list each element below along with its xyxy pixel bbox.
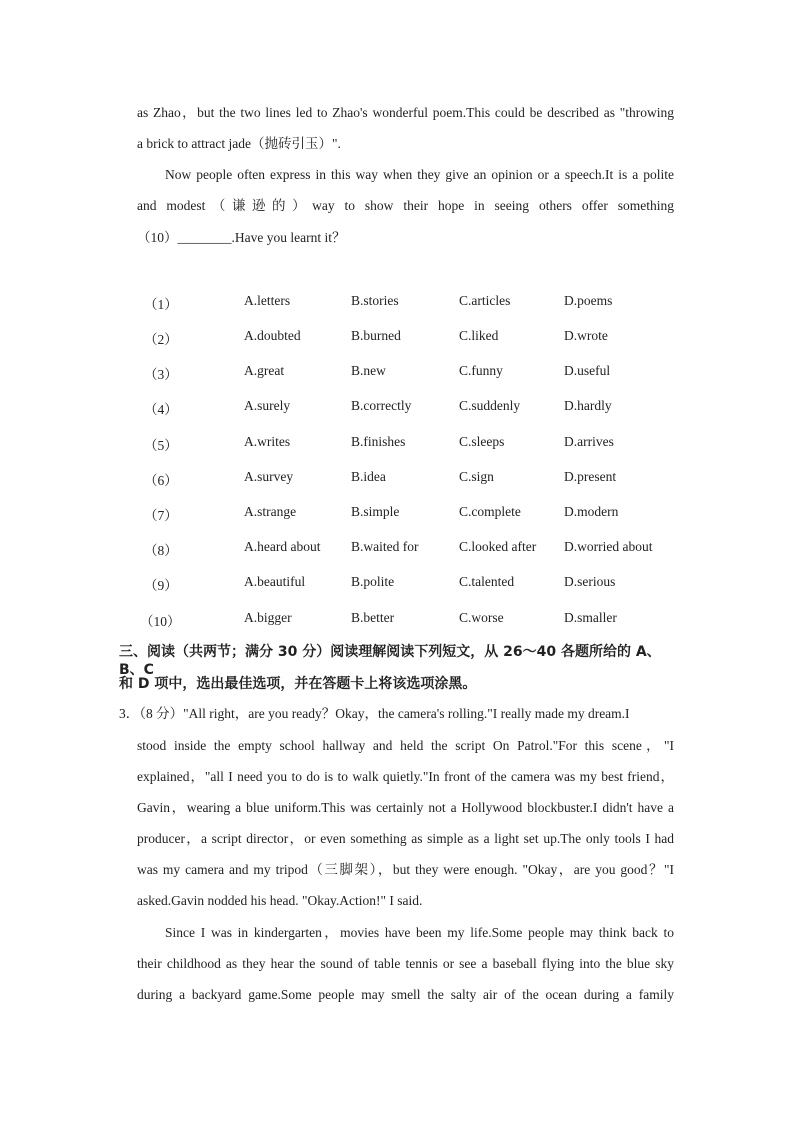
option-b: B.waited for: [351, 539, 419, 554]
option-b: B.simple: [351, 504, 400, 519]
option-row: [0, 574, 794, 594]
question-3-line-2: stood inside the empty school hallway and held the script On Patrol."For this scene，"I: [137, 738, 674, 753]
option-row: [0, 328, 794, 348]
option-row: [0, 610, 794, 630]
option-b: B.polite: [351, 574, 395, 589]
question-number: （6）: [144, 473, 178, 488]
option-b: B.finishes: [351, 434, 406, 449]
question-3-line-1: 3．（8 分）"All right，are you ready？Okay，the camera's rolling."I really made my dream.I: [119, 706, 630, 721]
option-a: A.doubted: [244, 328, 301, 343]
option-d: D.serious: [564, 574, 616, 589]
option-row: [0, 504, 794, 524]
option-c: C.sign: [459, 469, 494, 484]
option-b: B.new: [351, 363, 386, 378]
option-a: A.heard about: [244, 539, 321, 554]
option-a: A.survey: [244, 469, 294, 484]
option-a: A.great: [244, 363, 285, 378]
option-b: B.better: [351, 610, 395, 625]
option-c: C.articles: [459, 293, 511, 308]
question-3-line-9: their childhood as they hear the sound of table tennis or see a baseball flying into the blue sky: [137, 956, 674, 971]
option-a: A.beautiful: [244, 574, 306, 589]
question-3-line-5: producer，a script director，or even something as simple as a light set up.The only tools I had: [137, 831, 674, 846]
question-number: （1）: [144, 297, 178, 312]
question-3-line-7: asked.Gavin nodded his head. "Okay.Action!" I said.: [137, 893, 423, 908]
option-d: D.modern: [564, 504, 619, 519]
question-number: （10）: [140, 614, 181, 629]
passage-line-2: a brick to attract jade（抛砖引玉）".: [137, 136, 341, 151]
option-d: D.smaller: [564, 610, 617, 625]
question-number: （3）: [144, 367, 178, 382]
option-d: D.worried about: [564, 539, 653, 554]
option-c: C.liked: [459, 328, 499, 343]
question-number: （7）: [144, 508, 178, 523]
option-row: [0, 293, 794, 313]
question-number: （9）: [144, 578, 178, 593]
option-d: D.hardly: [564, 398, 612, 413]
question-number: （2）: [144, 332, 178, 347]
option-a: A.strange: [244, 504, 297, 519]
section-heading-line-1: 三、阅读（共两节；满分 30 分）阅读理解阅读下列短文，从 26～40 各题所给的 A、B、C: [119, 644, 661, 678]
option-c: C.sleeps: [459, 434, 505, 449]
question-3-line-4: Gavin，wearing a blue uniform.This was certainly not a Hollywood blockbuster.I didn't have a: [137, 800, 674, 815]
option-c: C.looked after: [459, 539, 537, 554]
option-c: C.complete: [459, 504, 521, 519]
option-row: [0, 398, 794, 418]
passage-line-1: as Zhao，but the two lines led to Zhao's wonderful poem.This could be described as "throwing: [137, 105, 674, 120]
option-b: B.idea: [351, 469, 386, 484]
option-b: B.correctly: [351, 398, 412, 413]
question-3-line-3: explained，"all I need you to do is to walk quietly."In front of the camera was my best friend，: [137, 769, 674, 784]
option-row: [0, 539, 794, 559]
option-a: A.letters: [244, 293, 291, 308]
option-c: C.suddenly: [459, 398, 521, 413]
option-d: D.arrives: [564, 434, 614, 449]
option-c: C.worse: [459, 610, 504, 625]
option-c: C.funny: [459, 363, 503, 378]
passage-line-3: Now people often express in this way when they give an opinion or a speech.It is a polite: [165, 167, 674, 182]
option-d: D.poems: [564, 293, 613, 308]
option-a: A.surely: [244, 398, 291, 413]
question-number: （5）: [144, 438, 178, 453]
question-number: （4）: [144, 402, 178, 417]
passage-line-4: and modest（谦逊的）way to show their hope in seeing others offer something: [137, 198, 674, 213]
question-3-line-10: during a backyard game.Some people may smell the salty air of the ocean during a family: [137, 987, 674, 1002]
option-a: A.bigger: [244, 610, 292, 625]
option-row: [0, 469, 794, 489]
option-d: D.present: [564, 469, 617, 484]
question-number: （8）: [144, 543, 178, 558]
option-d: D.useful: [564, 363, 611, 378]
option-row: [0, 434, 794, 454]
option-row: [0, 363, 794, 383]
option-b: B.stories: [351, 293, 399, 308]
option-d: D.wrote: [564, 328, 608, 343]
section-heading-line-2: 和 D 项中，选出最佳选项，并在答题卡上将该选项涂黑。: [119, 676, 477, 692]
question-3-line-6: was my camera and my tripod（三脚架），but they were enough. "Okay，are you good？"I: [137, 862, 674, 877]
question-3-line-8: Since I was in kindergarten，movies have been my life.Some people may think back to: [165, 925, 674, 940]
option-b: B.burned: [351, 328, 401, 343]
option-a: A.writes: [244, 434, 291, 449]
passage-line-5: （10）________.Have you learnt it？: [137, 230, 346, 245]
option-c: C.talented: [459, 574, 515, 589]
